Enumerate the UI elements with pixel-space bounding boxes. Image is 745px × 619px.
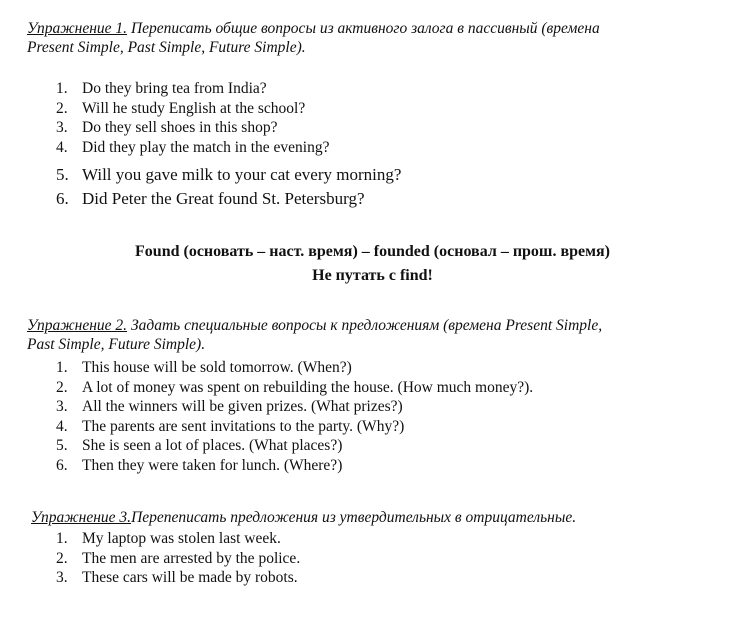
exercise-1-list — [0, 79, 745, 157]
exercise-2 — [0, 316, 745, 354]
list-item: 1. This house will be sold tomorrow. (When?) — [56, 359, 352, 376]
exercise-1-instruction-line2: Present Simple, Past Simple, Future Simple). — [27, 39, 306, 56]
list-item: 3. Do they sell shoes in this shop? — [56, 119, 278, 137]
note-line-2: Не путать с find! — [312, 267, 433, 284]
exercise-1-label: Упражнение 1. — [27, 20, 128, 37]
list-item: 3. These cars will be made by robots. — [56, 569, 298, 587]
exercise-3-list — [0, 529, 745, 588]
list-item: 2. Will he study English at the school? — [56, 99, 306, 117]
exercise-2-instruction-line2: Past Simple, Future Simple). — [27, 336, 206, 353]
exercise-2-heading — [0, 316, 745, 335]
exercise-1-instruction-line1: Переписать общие вопросы из активного залога в пассивный (времена — [127, 20, 600, 37]
list-item: 3. All the winners will be given prizes. (What prizes?) — [56, 398, 403, 416]
exercise-2-list — [0, 358, 745, 476]
note-line-1: Found (основать – наст. время) – founded (основал – прош. время) — [135, 243, 610, 260]
exercise-2-instruction-line1: Задать специальные вопросы к предложениям (времена Present Simple, — [127, 317, 603, 334]
exercise-3 — [0, 508, 745, 527]
list-item: 1. My laptop was stolen last week. — [56, 530, 281, 547]
exercise-1 — [0, 19, 745, 57]
exercise-3-label: Упражнение 3. — [31, 509, 132, 526]
list-item: 4. Did they play the match in the evening? — [56, 138, 330, 156]
list-item: 2. A lot of money was spent on rebuilding the house. (How much money?). — [56, 378, 534, 396]
list-item: 6. Did Peter the Great found St. Petersburg? — [56, 189, 365, 208]
exercise-1-heading — [0, 19, 745, 38]
list-item: 4. The parents are sent invitations to the party. (Why?) — [56, 417, 405, 435]
list-item: 6. Then they were taken for lunch. (Where?) — [56, 456, 343, 474]
list-item: 5. She is seen a lot of places. (What places?) — [56, 437, 343, 455]
exercise-3-instruction: Перепеписать предложения из утвердительных в отрицательные. — [131, 509, 577, 526]
list-item: 2. The men are arrested by the police. — [56, 549, 301, 567]
list-item: 1. Do they bring tea from India? — [56, 80, 267, 97]
list-item: 5. Will you gave milk to your cat every morning? — [56, 165, 402, 184]
exercise-1-list-large — [0, 163, 745, 211]
exercise-2-label: Упражнение 2. — [27, 317, 128, 334]
exercise-3-heading — [0, 508, 745, 527]
